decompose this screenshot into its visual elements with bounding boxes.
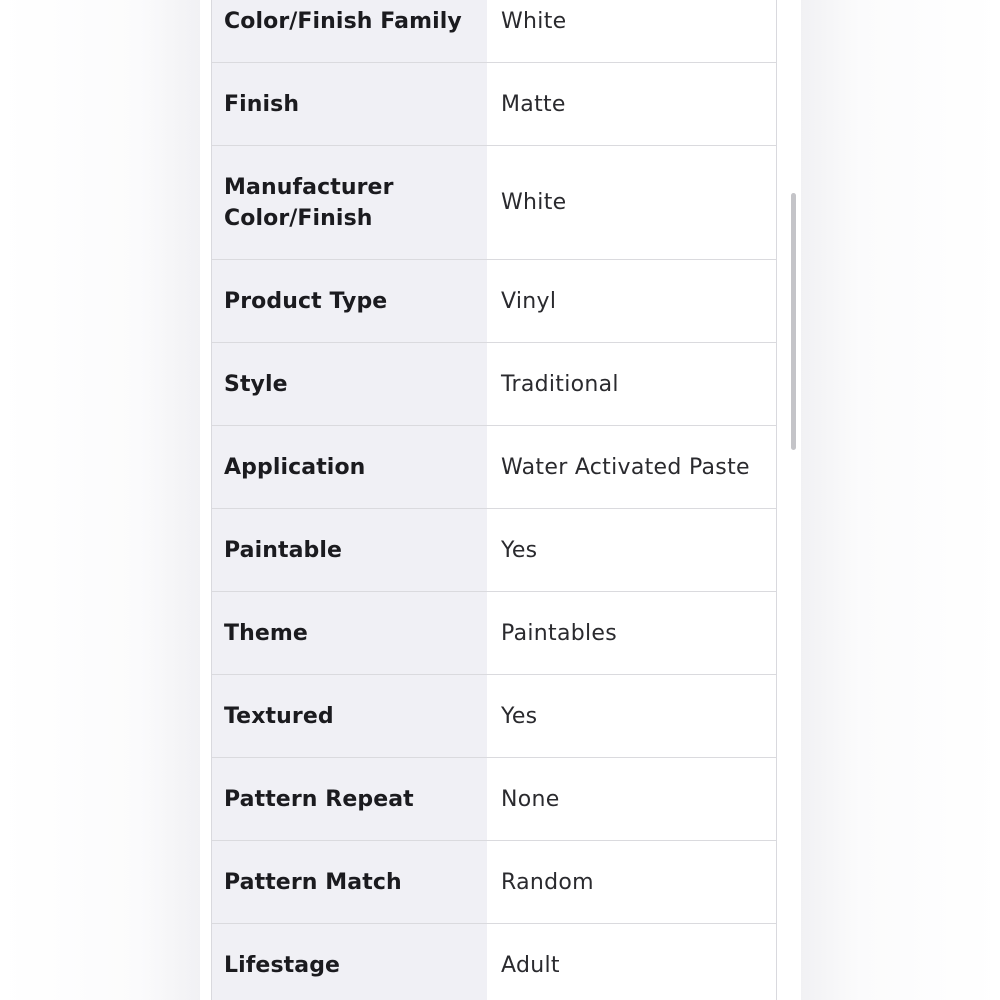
spec-row-textured — [212, 675, 776, 758]
spec-value: White — [487, 146, 776, 259]
spec-value: Random — [487, 841, 776, 923]
spec-row-color-finish-family — [212, 0, 776, 63]
spec-value: Traditional — [487, 343, 776, 425]
spec-key: Textured — [212, 675, 487, 757]
spec-value: Paintables — [487, 592, 776, 674]
spec-value: Matte — [487, 63, 776, 145]
spec-key: Style — [212, 343, 487, 425]
spec-key: Application — [212, 426, 487, 508]
spec-row-finish — [212, 63, 776, 146]
spec-row-paintable — [212, 509, 776, 592]
spec-row-pattern-repeat — [212, 758, 776, 841]
spec-key: Paintable — [212, 509, 487, 591]
vertical-scrollbar[interactable] — [791, 193, 796, 450]
spec-row-application — [212, 426, 776, 509]
spec-row-pattern-match — [212, 841, 776, 924]
phone-viewport[interactable] — [200, 0, 801, 1000]
spec-value: Vinyl — [487, 260, 776, 342]
spec-key: Pattern Match — [212, 841, 487, 923]
spec-value: Yes — [487, 675, 776, 757]
spec-row-theme — [212, 592, 776, 675]
spec-row-style — [212, 343, 776, 426]
specifications-table — [211, 0, 777, 1000]
spec-key: Lifestage — [212, 924, 487, 1000]
spec-row-manufacturer-color-finish — [212, 146, 776, 260]
spec-value: Water Activated Paste — [487, 426, 776, 508]
spec-key: Pattern Repeat — [212, 758, 487, 840]
spec-value: Adult — [487, 924, 776, 1000]
spec-row-product-type — [212, 260, 776, 343]
spec-key: Product Type — [212, 260, 487, 342]
spec-key: Finish — [212, 63, 487, 145]
spec-row-lifestage — [212, 924, 776, 1000]
spec-value: White — [487, 0, 776, 62]
right-margin — [800, 0, 1000, 1000]
spec-key: Color/Finish Family — [212, 0, 487, 62]
spec-key: Theme — [212, 592, 487, 674]
spec-key: Manufacturer Color/Finish — [212, 146, 487, 259]
spec-value: None — [487, 758, 776, 840]
left-margin — [0, 0, 200, 1000]
spec-value: Yes — [487, 509, 776, 591]
